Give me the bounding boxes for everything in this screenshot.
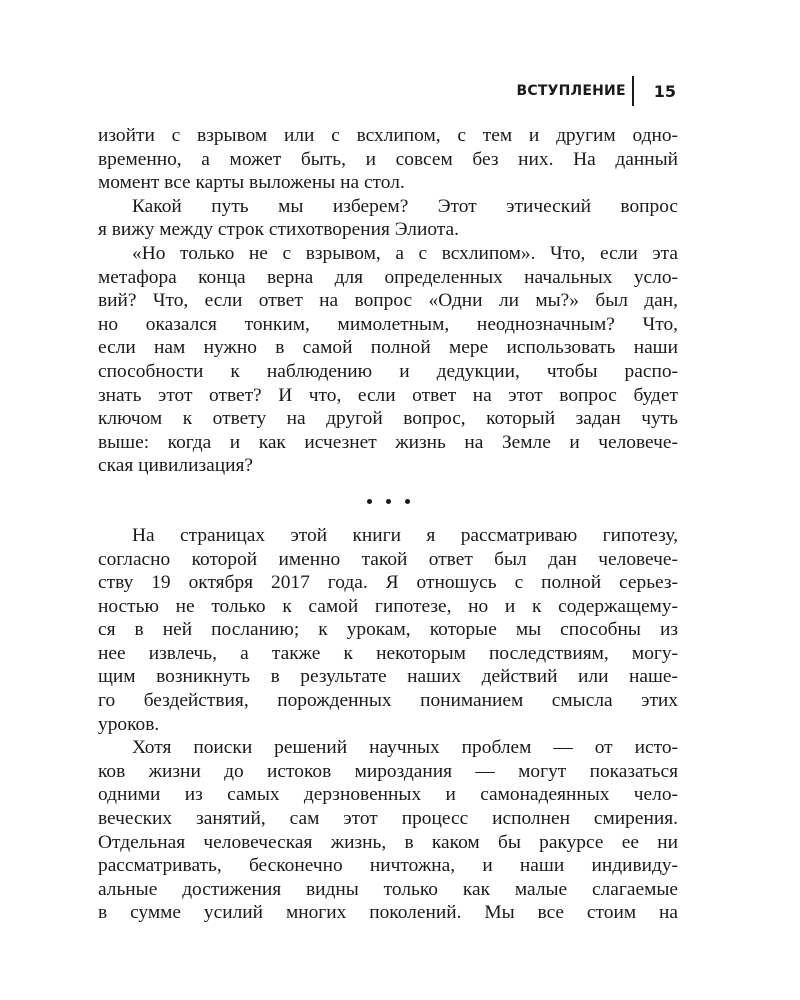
text-line: ностью не только к самой гипотезе, но и к содержащему- [98,595,678,617]
text-line: но оказался тонким, мимолетным, неоднозначным? Что, [98,313,678,335]
text-line: в сумме усилий многих поколений. Мы все стоим на [98,902,678,924]
text-line: ключом к ответу на другой вопрос, который задан чуть [98,408,678,430]
text-line: нее извлечь, а также к некоторым последствиям, могу- [98,642,678,664]
section-break [98,478,678,524]
section-break-dot [405,499,410,504]
text-line: ству 19 октября 2017 года. Я отношусь с полной серьез- [98,572,678,594]
section-break-dot [367,499,372,504]
text-line: одними из самых дерзновенных и самонадеянных чело- [98,784,678,806]
text-line: вий? Что, если ответ на вопрос «Одни ли мы?» был дан, [98,290,678,312]
text-section [98,524,678,925]
text-line: знать этот ответ? И что, если ответ на этот вопрос будет [98,384,678,406]
paragraph [98,124,678,195]
text-line: рассматривать, бесконечно ничтожна, и наши индивиду- [98,855,678,877]
header-divider [632,76,634,106]
text-line: способности к наблюдению и дедукции, чтобы распо- [98,360,678,382]
text-line: Хотя поиски решений научных проблем — от исто- [132,737,678,759]
text-line: Отдельная человеческая жизнь, в каком бы ракурсе ее ни [98,831,678,853]
text-line: согласно которой именно такой ответ был дан человече- [98,548,678,570]
text-section [98,124,678,478]
text-line: На страницах этой книги я рассматриваю гипотезу, [132,524,678,546]
paragraph [98,736,678,925]
text-line: «Но только не с взрывом, а с всхлипом». Что, если эта [132,242,678,264]
text-line: Какой путь мы изберем? Этот этический вопрос [132,195,678,217]
text-line: щим возникнуть в результате наших действий или наше- [98,666,678,688]
text-line: временно, а может быть, и совсем без них. На данный [98,148,678,170]
paragraph [98,195,678,242]
text-line: выше: когда и как исчезнет жизнь на Земле и человече- [98,431,678,453]
text-line: я вижу между строк стихотворения Элиота. [98,219,459,241]
text-line: го бездействия, порожденных пониманием смысла этих [98,690,678,712]
text-line: если нам нужно в самой полной мере использовать наши [98,337,678,359]
text-line: момент все карты выложены на стол. [98,172,405,194]
text-line: уроков. [98,713,160,735]
section-break-dot [386,499,391,504]
text-line: веческих занятий, сам этот процесс исполнен смирения. [98,808,678,830]
text-line: альные достижения видны только как малые слагаемые [98,878,678,900]
page-number: 15 [653,81,676,101]
text-line: метафора конца верна для определенных начальных усло- [98,266,678,288]
text-line: ская цивилизация? [98,455,253,477]
text-line: изойти с взрывом или с всхлипом, с тем и другим одно- [98,125,678,146]
text-line: ков жизни до истоков мироздания — могут показаться [98,760,678,782]
text-line: ся в ней посланию; к урокам, которые мы способны из [98,619,678,641]
body-text [98,124,678,925]
running-head [517,76,676,106]
paragraph [98,242,678,478]
chapter-title: ВСТУПЛЕНИЕ [516,83,626,99]
paragraph [98,524,678,736]
